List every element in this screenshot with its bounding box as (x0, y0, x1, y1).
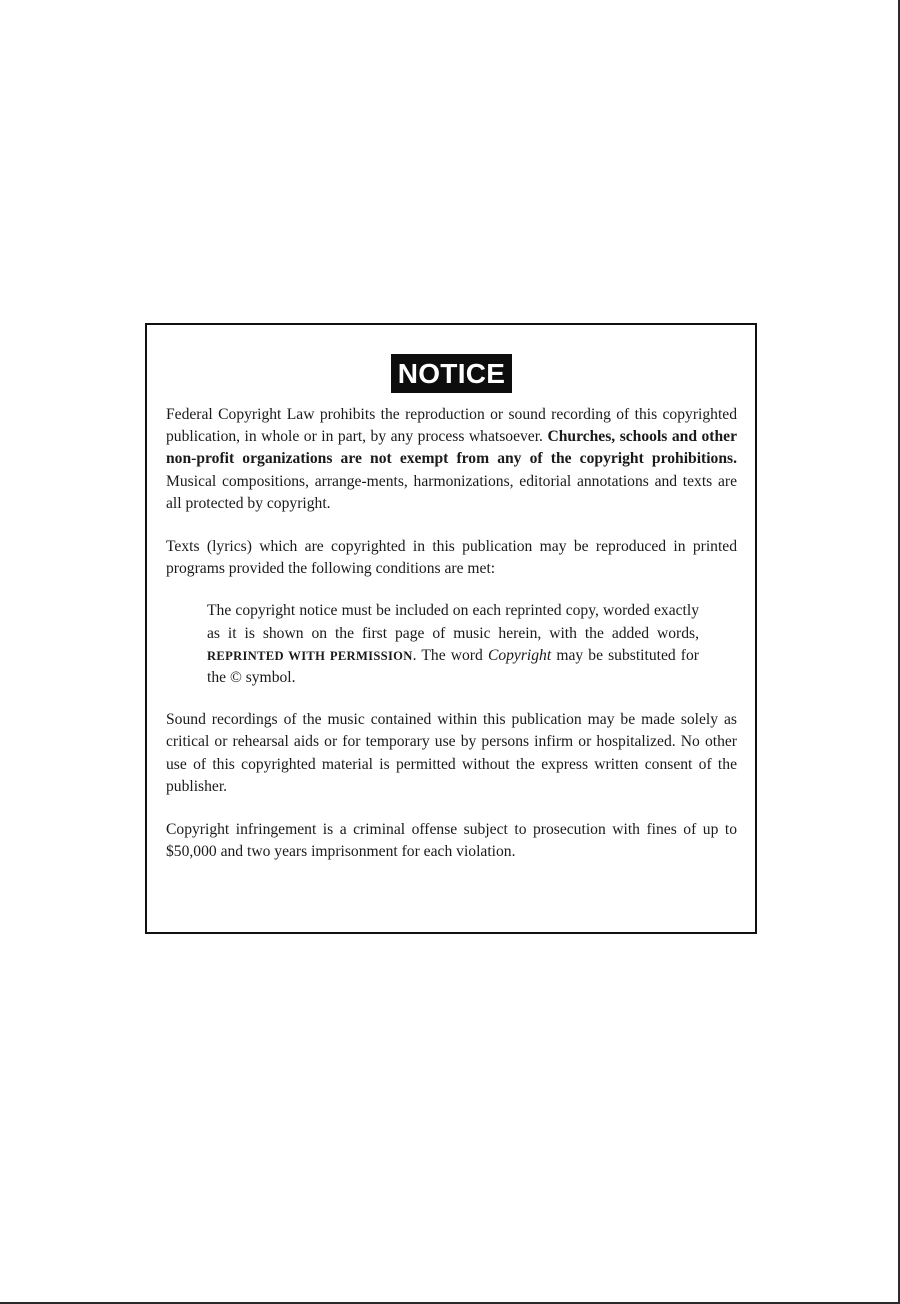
notice-paragraph-law (166, 404, 737, 515)
condition-middle: . The word (412, 646, 483, 664)
paragraph-law-bold: Churches, schools and other non-profit organizations are not exempt from any of the copyright prohibitions. (166, 428, 737, 468)
condition-after: may be substituted for the © symbol. (207, 646, 699, 687)
paragraph-law-intro: Federal Copyright Law prohibits the reproduction or sound recording of this copyrighted publication, in whole or in part, by any process whatsoever. (166, 406, 737, 446)
condition-before: The copyright notice must be included on each reprinted copy, worded exactly as it is shown on the first page of music herein, with the added words, (207, 602, 699, 642)
notice-box (145, 323, 757, 934)
notice-title: NOTICE (391, 354, 513, 393)
notice-paragraph-texts: Texts (lyrics) which are copyrighted in this publication may be reproduced in printed programs provided the following conditions are met: (166, 538, 737, 578)
notice-paragraph-recordings: Sound recordings of the music contained within this publication may be made solely as critical or rehearsal aids or for temporary use by persons infirm or hospitalized. No other use of this copyrighted material is permitted without the express written consent of the publisher. (166, 711, 737, 795)
notice-title-wrap (166, 354, 737, 394)
notice-paragraph-condition (166, 600, 737, 689)
condition-small-caps: REPRINTED WITH PERMISSION (207, 648, 413, 663)
paragraph-law-rest: Musical compositions, arrange-ments, harmonizations, editorial annotations and texts are all protected by copyright. (166, 472, 737, 512)
condition-italic: Copyright (487, 646, 552, 664)
notice-paragraph-infringement: Copyright infringement is a criminal offense subject to prosecution with fines of up to $50,000 and two years imprisonment for each violation. (166, 821, 737, 861)
